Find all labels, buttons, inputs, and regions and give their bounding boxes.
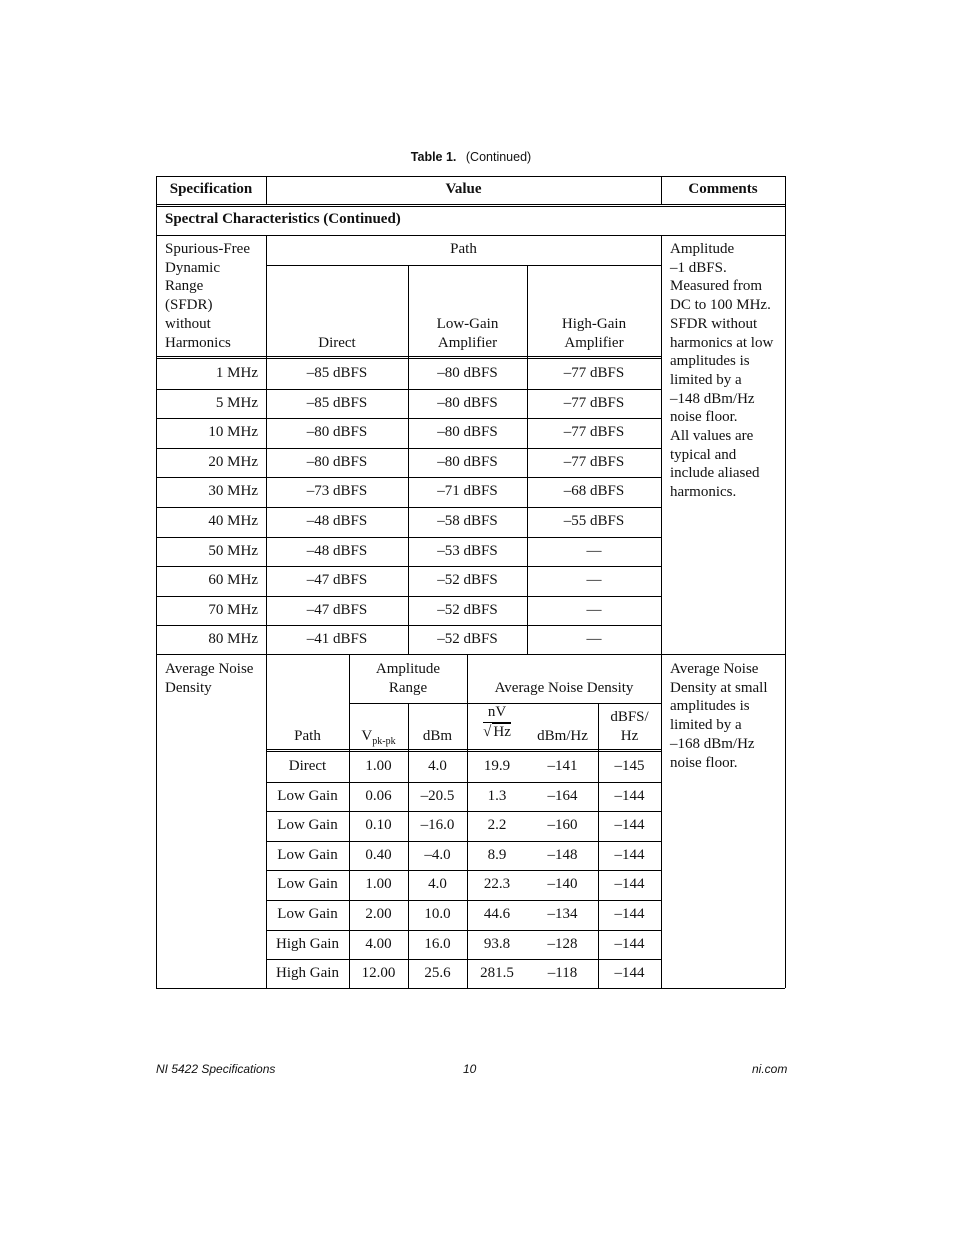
sfdr-comment-line: Measured from: [670, 278, 763, 295]
noise-path-cell: Low Gain: [277, 817, 338, 834]
table-rule: [156, 389, 661, 390]
header-specification: Specification: [169, 181, 253, 197]
noise-path-cell: Low Gain: [277, 876, 338, 893]
sfdr-high-gain-cell: –77 dBFS: [563, 453, 625, 470]
sfdr-low-gain-cell: –58 dBFS: [437, 513, 498, 529]
sfdr-low-gain-cell: –80 dBFS: [437, 424, 498, 441]
table-rule: [661, 235, 662, 654]
table-rule: [156, 235, 785, 236]
sfdr-freq-cell: 50 MHz: [208, 542, 258, 559]
sfdr-low-gain-cell: –52 dBFS: [437, 572, 498, 589]
sfdr-freq-cell: 1 MHz: [215, 365, 258, 381]
noise-dbfs-hz-cell: –144: [614, 906, 645, 922]
table-rule: [156, 477, 661, 478]
noise-nv-cell: 2.2: [487, 817, 507, 834]
dbfs-per-hz-header: dBFS/: [610, 709, 649, 725]
noise-dbm-cell: 16.0: [424, 935, 451, 952]
table-rule: [266, 959, 661, 960]
sfdr-freq-cell: 20 MHz: [208, 453, 258, 470]
noise-comment-line: limited by a: [670, 717, 742, 734]
footer-page-number: 10: [463, 1062, 477, 1076]
sfdr-col-direct-label: Direct: [318, 335, 356, 351]
noise-dbfs-hz-cell: –144: [614, 787, 645, 804]
table-rule: [266, 811, 661, 812]
sfdr-col-high-gain-label: High-Gain: [561, 316, 627, 333]
noise-dbfs-hz-cell: –144: [614, 817, 645, 834]
sfdr-direct-cell: –41 dBFS: [306, 631, 368, 648]
sfdr-low-gain-cell: –80 dBFS: [437, 453, 498, 470]
nv-fraction: [483, 703, 511, 742]
sfdr-col-high-gain-label: Amplifier: [564, 335, 624, 351]
sfdr-high-gain-cell: –77 dBFS: [563, 394, 625, 411]
sfdr-high-gain-cell: –77 dBFS: [563, 365, 625, 381]
sfdr-direct-cell: –80 dBFS: [306, 424, 368, 441]
table-rule: [156, 507, 661, 508]
average-noise-density-label: Average Noise Density: [494, 680, 634, 696]
sfdr-comment-line: –1 dBFS.: [670, 259, 727, 276]
table-rule: [156, 625, 661, 626]
sfdr-comment-line: limited by a: [670, 371, 742, 388]
table-rule: [156, 988, 785, 989]
noise-spec-line: Average Noise: [165, 661, 254, 677]
sfdr-spec-line: without: [165, 315, 211, 332]
noise-dbfs-hz-cell: –144: [614, 965, 645, 982]
sfdr-direct-cell: –47 dBFS: [306, 601, 368, 618]
vpk-pk-header: [349, 727, 408, 752]
table-rule: [266, 235, 267, 654]
noise-dbm-hz-cell: –128: [547, 935, 578, 952]
noise-dbfs-hz-cell: –145: [614, 758, 645, 774]
sfdr-direct-cell: –80 dBFS: [306, 453, 368, 470]
sfdr-low-gain-cell: –80 dBFS: [437, 394, 498, 411]
sfdr-direct-cell: –85 dBFS: [306, 365, 368, 381]
noise-vpp-cell: 2.00: [365, 906, 392, 922]
noise-dbm-hz-cell: –134: [547, 906, 578, 922]
table-rule: [266, 930, 661, 931]
sfdr-comment-line: include aliased: [670, 465, 760, 482]
table-rule: [156, 654, 785, 655]
sfdr-comment-line: typical and: [670, 446, 737, 463]
noise-vpp-cell: 4.00: [365, 935, 392, 952]
sfdr-spec-line: (SFDR): [165, 297, 213, 314]
dbfs-per-hz-header: Hz: [620, 727, 639, 744]
noise-spec-line: Density: [165, 679, 212, 696]
sfdr-spec-line: Spurious-Free: [165, 241, 250, 257]
noise-comment-line: Density at small: [670, 679, 768, 696]
noise-nv-cell: 22.3: [483, 876, 511, 893]
section-title: Spectral Characteristics (Continued): [165, 211, 401, 227]
noise-nv-cell: 44.6: [483, 906, 511, 922]
sfdr-high-gain-cell: —: [586, 631, 602, 648]
sfdr-high-gain-cell: —: [586, 572, 602, 589]
vpk-pk-subscript: pk-pk: [372, 736, 396, 747]
sfdr-col-low-gain-label: Amplifier: [437, 335, 498, 351]
sqrt-icon: √: [483, 724, 492, 740]
sfdr-high-gain-cell: —: [586, 542, 602, 559]
noise-dbm-hz-cell: –164: [547, 787, 578, 804]
noise-comment-line: Average Noise: [670, 661, 759, 677]
header-comments: Comments: [688, 181, 758, 197]
header-value: Value: [445, 181, 482, 197]
table-rule: [156, 204, 785, 207]
nv-denominator: [483, 723, 511, 742]
sfdr-direct-cell: –48 dBFS: [306, 513, 368, 529]
noise-dbfs-hz-cell: –144: [614, 876, 645, 893]
table-rule: [266, 782, 661, 783]
sfdr-path-label: Path: [450, 241, 477, 257]
table-rule: [156, 448, 661, 449]
noise-nv-cell: 281.5: [480, 965, 514, 982]
amplitude-range-label: Range: [388, 679, 428, 696]
dbm-per-hz-header: dBm/Hz: [537, 728, 588, 744]
table-rule: [266, 900, 661, 901]
sfdr-high-gain-cell: —: [586, 601, 602, 618]
sfdr-freq-cell: 80 MHz: [208, 631, 258, 648]
table-rule: [156, 537, 661, 538]
sfdr-spec-line: Harmonics: [165, 334, 231, 351]
table-rule: [156, 176, 785, 177]
table-rule: [266, 265, 661, 266]
sfdr-comment-line: DC to 100 MHz.: [670, 297, 771, 314]
table-rule: [661, 654, 662, 988]
noise-dbfs-hz-cell: –144: [614, 935, 645, 952]
table-rule: [266, 749, 661, 752]
noise-vpp-cell: 0.06: [365, 787, 392, 804]
noise-dbfs-hz-cell: –144: [614, 846, 645, 863]
sfdr-comment-line: harmonics.: [670, 484, 737, 501]
footer-site: ni.com: [752, 1062, 788, 1076]
footer-doc-title: NI 5422 Specifications: [156, 1062, 276, 1076]
table-rule: [156, 356, 661, 359]
noise-dbm-cell: 4.0: [428, 876, 447, 893]
noise-vpp-cell: 0.10: [365, 817, 392, 834]
table-rule: [785, 176, 786, 988]
sfdr-low-gain-cell: –71 dBFS: [437, 483, 498, 500]
noise-vpp-cell: 0.40: [365, 846, 392, 863]
noise-path-cell: Direct: [288, 758, 327, 774]
noise-dbm-cell: 25.6: [424, 965, 451, 982]
sfdr-direct-cell: –85 dBFS: [306, 394, 368, 411]
sfdr-freq-cell: 70 MHz: [208, 601, 258, 618]
sfdr-comment-line: SFDR without: [670, 315, 758, 332]
table-rule: [156, 418, 661, 419]
noise-path-cell: High Gain: [276, 965, 339, 982]
noise-nv-cell: 8.9: [487, 846, 507, 863]
noise-path-label: Path: [294, 728, 321, 744]
table-rule: [156, 566, 661, 567]
noise-comment-line: –168 dBm/Hz: [670, 735, 755, 752]
noise-dbm-hz-cell: –141: [547, 758, 578, 774]
nv-per-root-hz-header: [467, 703, 527, 742]
sfdr-high-gain-cell: –55 dBFS: [563, 513, 625, 529]
noise-path-cell: Low Gain: [277, 906, 338, 922]
sfdr-low-gain-cell: –80 dBFS: [437, 365, 498, 381]
table-rule: [266, 841, 661, 842]
vpk-pk-main: V: [361, 728, 373, 744]
noise-path-cell: High Gain: [276, 935, 339, 952]
noise-path-cell: Low Gain: [277, 846, 338, 863]
noise-dbm-cell: 4.0: [428, 758, 447, 774]
sfdr-direct-cell: –48 dBFS: [306, 542, 368, 559]
sfdr-low-gain-cell: –52 dBFS: [437, 631, 498, 648]
table-caption: [156, 150, 786, 164]
sfdr-freq-cell: 30 MHz: [208, 483, 258, 500]
caption-text: (Continued): [465, 150, 532, 164]
table-rule: [156, 596, 661, 597]
noise-dbm-hz-cell: –140: [547, 876, 578, 893]
sfdr-comment-line: noise floor.: [670, 409, 738, 426]
noise-nv-cell: 93.8: [483, 935, 511, 952]
sfdr-comment-line: –148 dBm/Hz: [670, 390, 755, 407]
sfdr-freq-cell: 40 MHz: [208, 513, 258, 529]
sfdr-direct-cell: –73 dBFS: [306, 483, 368, 500]
sfdr-comment-line: harmonics at low: [670, 334, 774, 351]
noise-nv-cell: 1.3: [487, 787, 507, 804]
nv-denominator-unit: Hz: [493, 724, 511, 740]
noise-dbm-cell: –4.0: [424, 846, 451, 863]
sfdr-spec-line: Range: [165, 278, 204, 295]
sfdr-freq-cell: 60 MHz: [208, 572, 258, 589]
sfdr-high-gain-cell: –68 dBFS: [563, 483, 625, 500]
noise-nv-cell: 19.9: [483, 758, 511, 774]
nv-numerator: nV: [483, 703, 511, 723]
noise-vpp-cell: 12.00: [361, 965, 396, 982]
amplitude-range-label: Amplitude: [375, 661, 441, 677]
noise-dbm-cell: –20.5: [420, 787, 455, 804]
noise-comment-line: noise floor.: [670, 754, 738, 771]
sfdr-direct-cell: –47 dBFS: [306, 572, 368, 589]
sfdr-comment-line: All values are: [670, 428, 754, 444]
noise-vpp-cell: 1.00: [365, 876, 392, 893]
noise-dbm-hz-cell: –118: [547, 965, 578, 982]
sfdr-comment-line: amplitudes is: [670, 353, 750, 370]
sfdr-high-gain-cell: –77 dBFS: [563, 424, 625, 441]
caption-label: Table 1.: [410, 150, 457, 164]
noise-path-cell: Low Gain: [277, 787, 338, 804]
dbm-header: dBm: [422, 728, 453, 744]
sfdr-freq-cell: 5 MHz: [215, 394, 258, 411]
noise-comment-line: amplitudes is: [670, 698, 750, 715]
sfdr-freq-cell: 10 MHz: [208, 424, 258, 441]
sfdr-col-low-gain-label: Low-Gain: [436, 316, 499, 333]
noise-dbm-cell: –16.0: [420, 817, 455, 834]
noise-vpp-cell: 1.00: [365, 758, 392, 774]
sfdr-comment-line: Amplitude: [670, 241, 735, 257]
sfdr-low-gain-cell: –52 dBFS: [437, 601, 498, 618]
sfdr-low-gain-cell: –53 dBFS: [437, 542, 498, 559]
noise-dbm-hz-cell: –160: [547, 817, 578, 834]
table-rule: [266, 870, 661, 871]
noise-dbm-hz-cell: –148: [547, 846, 578, 863]
noise-dbm-cell: 10.0: [424, 906, 451, 922]
sfdr-spec-line: Dynamic: [165, 259, 220, 276]
